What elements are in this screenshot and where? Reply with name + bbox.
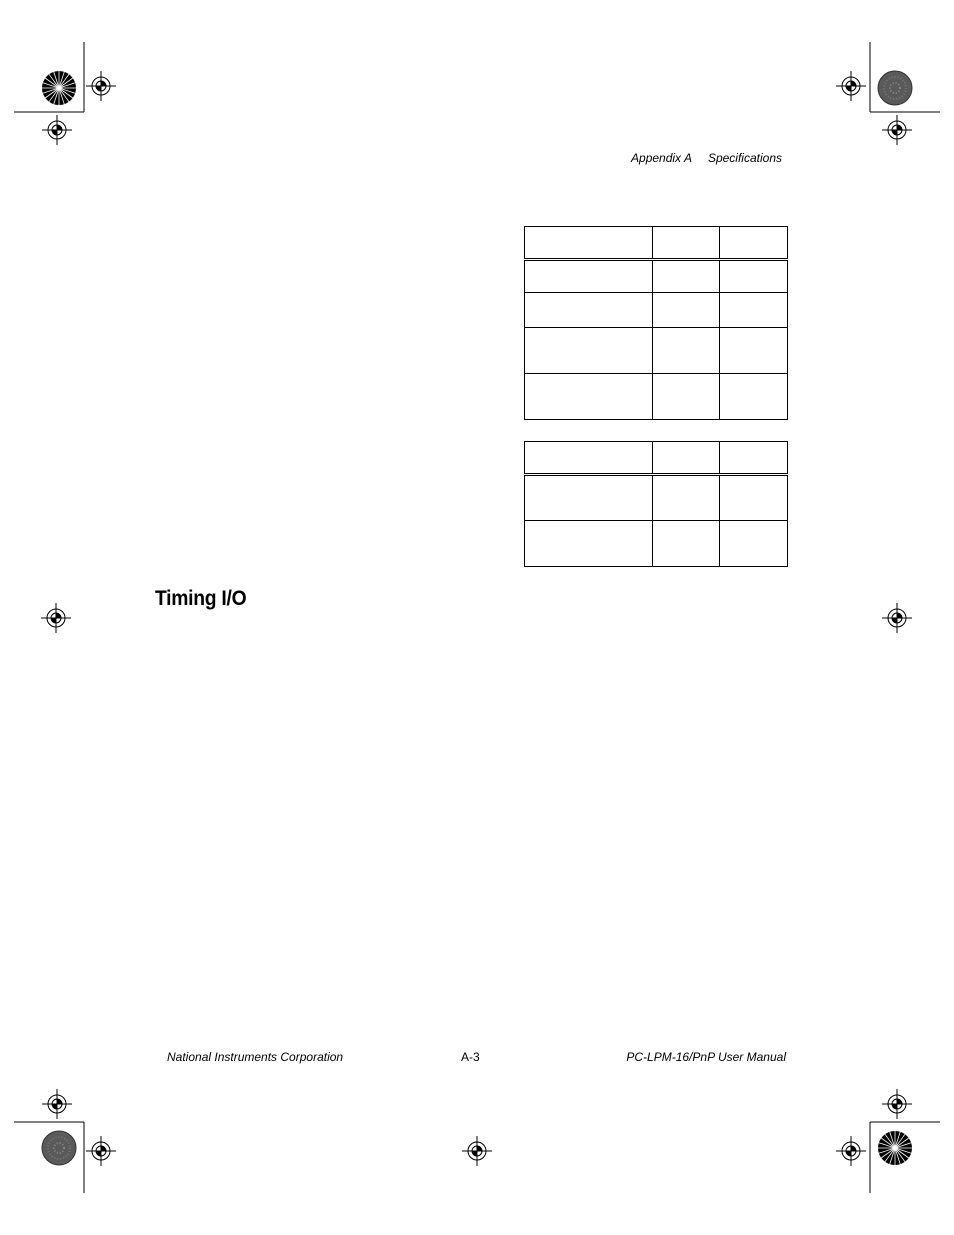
table-cell xyxy=(720,227,788,260)
registration-mark-icon xyxy=(462,1136,492,1166)
registration-mark-icon xyxy=(836,1136,866,1166)
spec-table-1 xyxy=(524,226,788,420)
footer-page-number: A-3 xyxy=(461,1050,480,1064)
footer-company: National Instruments Corporation xyxy=(167,1050,344,1064)
table-cell xyxy=(653,328,720,374)
table-cell xyxy=(720,328,788,374)
registration-mark-icon xyxy=(882,115,912,145)
registration-mark-icon xyxy=(836,71,866,101)
registration-mark-icon xyxy=(882,603,912,633)
table-row xyxy=(525,227,788,260)
spec-table-2 xyxy=(524,441,788,567)
table-cell xyxy=(720,475,788,521)
table-cell xyxy=(720,521,788,567)
table-cell xyxy=(653,475,720,521)
section-heading: Timing I/O xyxy=(155,587,247,610)
halftone-circle-icon xyxy=(42,1131,76,1165)
registration-mark-icon xyxy=(86,71,116,101)
registration-mark-icon xyxy=(86,1136,116,1166)
registration-mark-icon xyxy=(42,1089,72,1119)
table-row xyxy=(525,442,788,475)
table-cell xyxy=(653,260,720,293)
table-row xyxy=(525,260,788,293)
registration-mark-icon xyxy=(882,1089,912,1119)
table-cell xyxy=(720,260,788,293)
table-cell xyxy=(525,227,653,260)
table-cell xyxy=(525,442,653,475)
table-row xyxy=(525,521,788,567)
registration-mark-icon xyxy=(42,115,72,145)
table-cell xyxy=(525,521,653,567)
table-cell xyxy=(653,227,720,260)
halftone-circle-icon xyxy=(878,71,912,105)
footer-manual-title: PC-LPM-16/PnP User Manual xyxy=(626,1050,786,1064)
table-cell xyxy=(720,442,788,475)
table-cell xyxy=(525,374,653,420)
table-cell xyxy=(653,521,720,567)
table-cell xyxy=(720,293,788,328)
running-header xyxy=(560,151,782,165)
table-row xyxy=(525,328,788,374)
table-row xyxy=(525,293,788,328)
table-cell xyxy=(525,475,653,521)
starburst-target-icon xyxy=(42,71,76,105)
table-row xyxy=(525,374,788,420)
starburst-target-icon xyxy=(878,1131,912,1165)
table-row xyxy=(525,475,788,521)
table-cell xyxy=(525,293,653,328)
table-cell xyxy=(525,328,653,374)
table-cell xyxy=(525,260,653,293)
table-cell xyxy=(720,374,788,420)
table-cell xyxy=(653,293,720,328)
registration-mark-icon xyxy=(41,603,71,633)
table-cell xyxy=(653,374,720,420)
header-title: Specifications xyxy=(707,151,782,165)
table-cell xyxy=(653,442,720,475)
header-section: Appendix A xyxy=(631,151,692,165)
